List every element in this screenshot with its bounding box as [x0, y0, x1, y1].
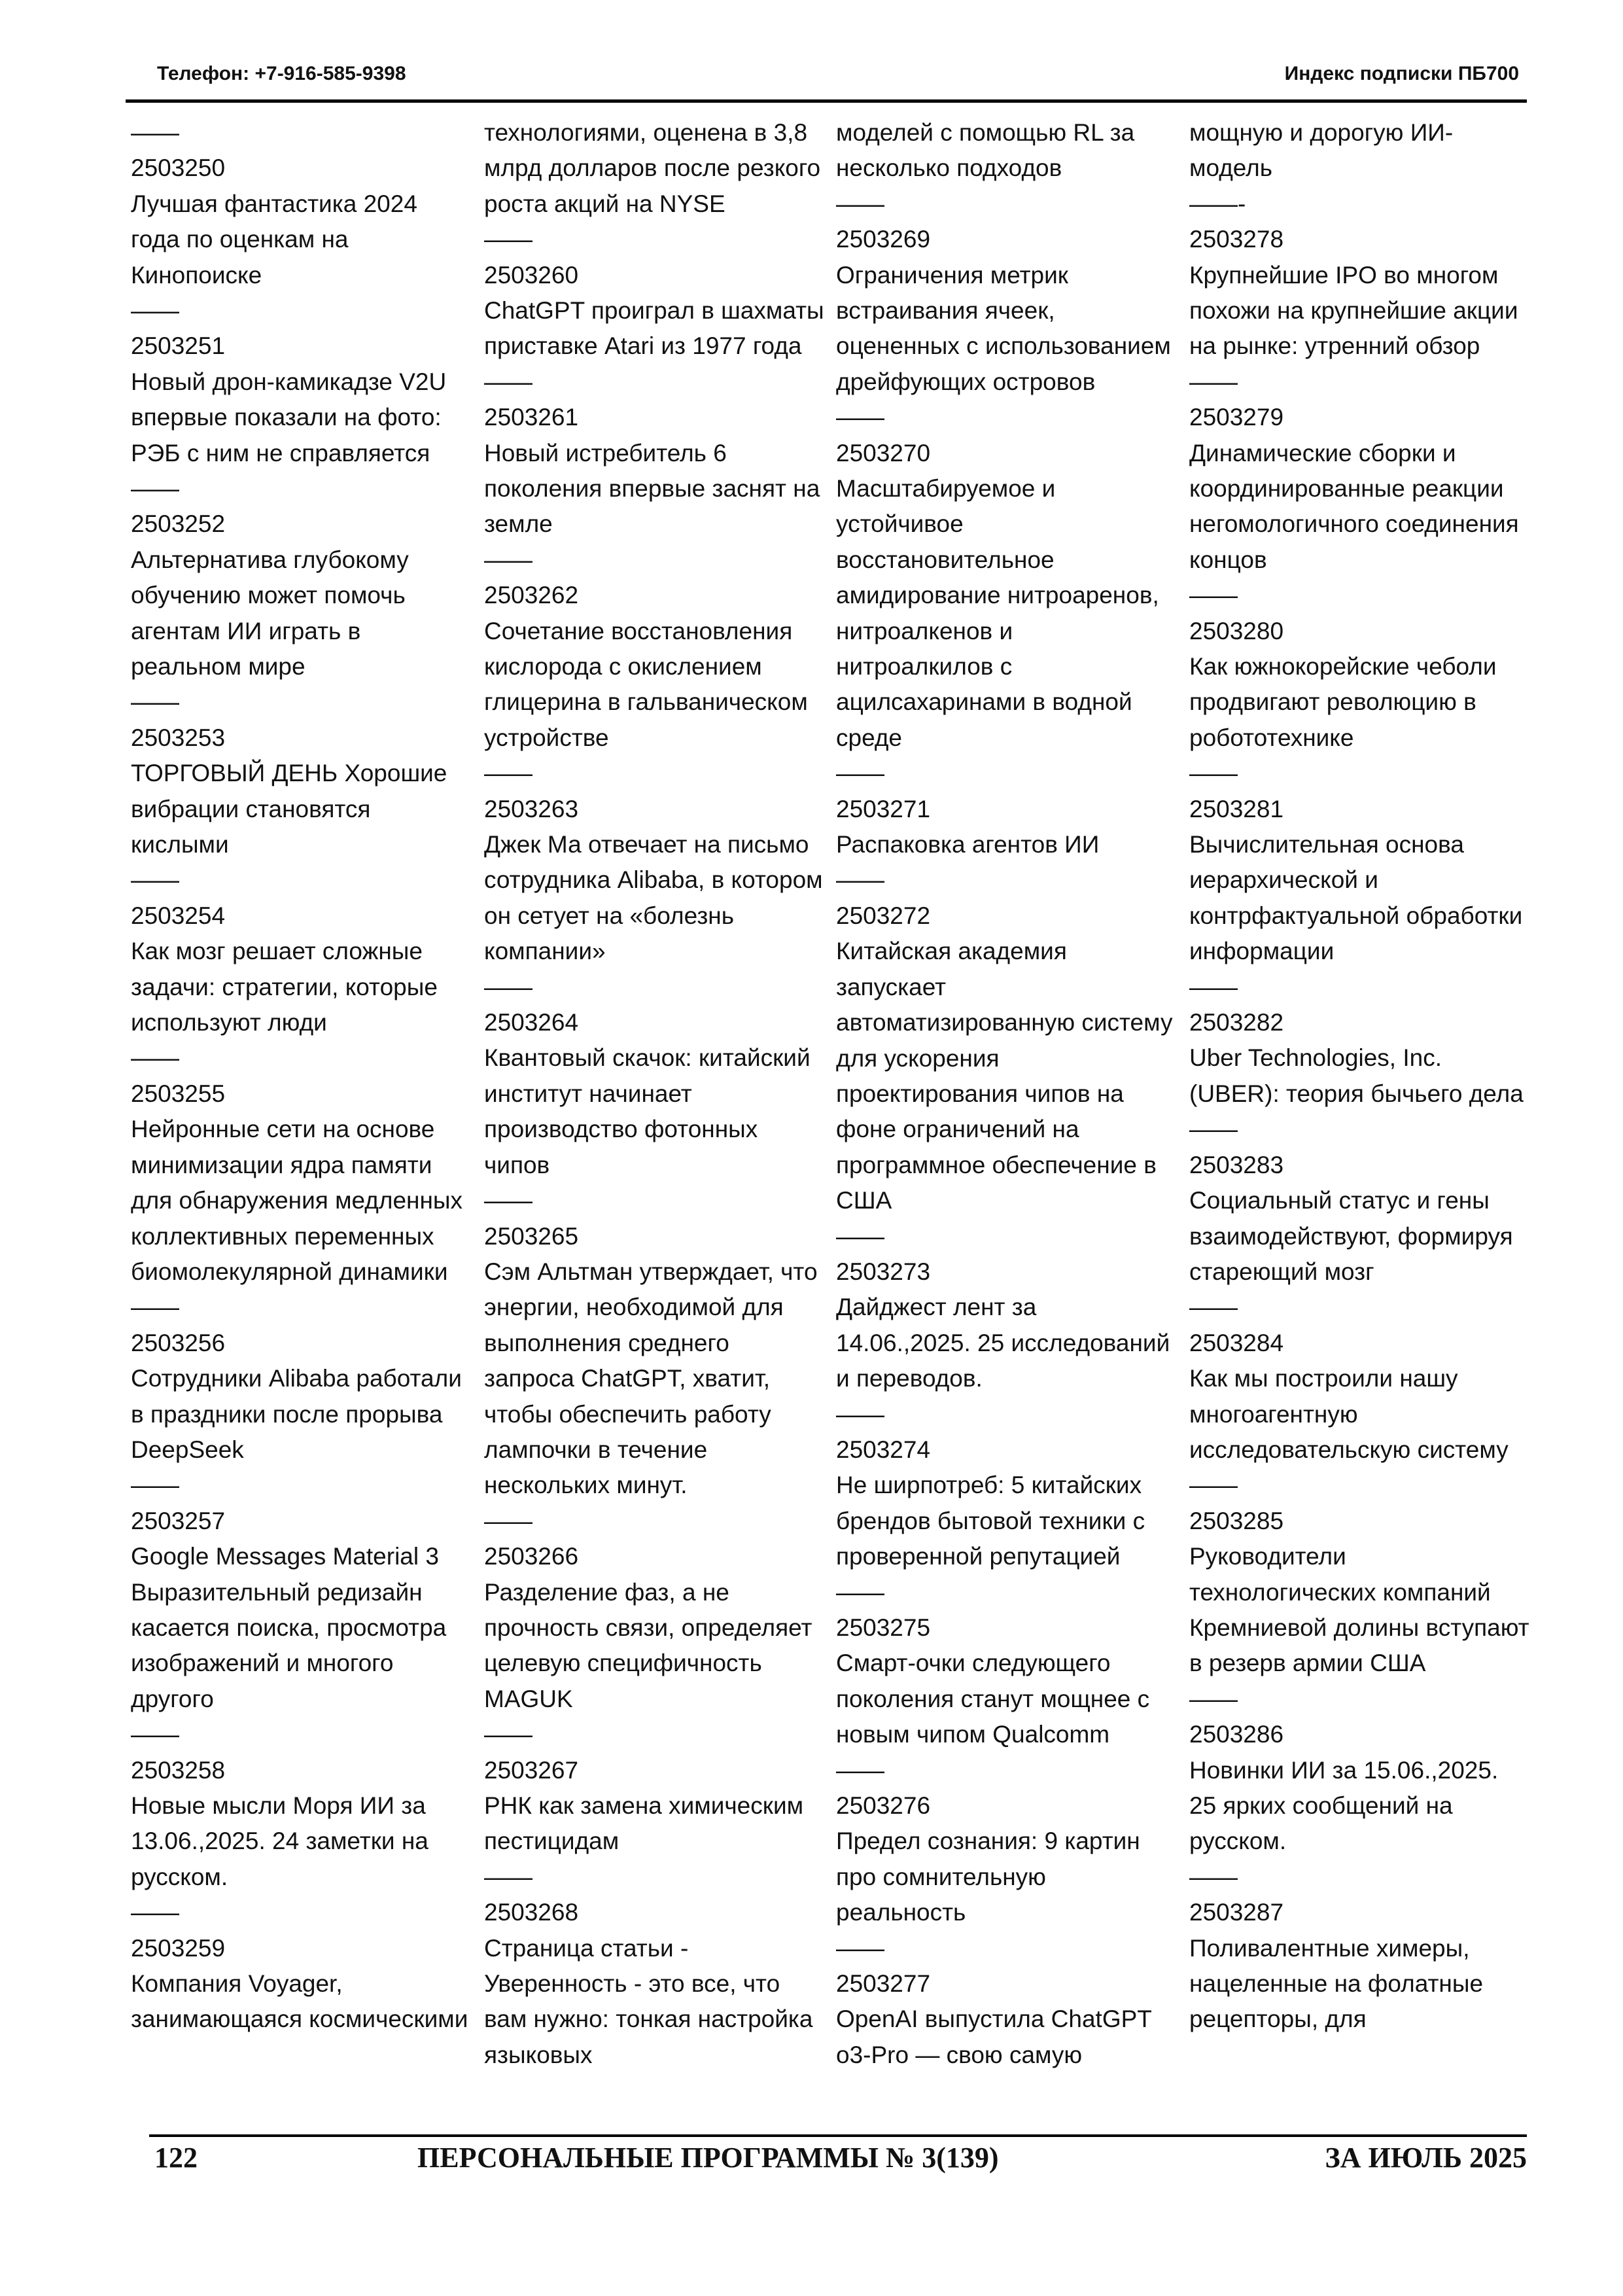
entry-title: Дайджест лент за 14.06.,2025. 25 исследований и переводов.: [836, 1294, 1170, 1392]
entry-number: 2503260: [484, 261, 579, 289]
entry-separator: ——: [484, 226, 532, 253]
entry-separator: ——: [131, 1294, 179, 1321]
entry-title: Нейронные сети на основе минимизации ядра памяти для обнаружения медленных коллективных переменных биомолекулярной динамики: [131, 1116, 463, 1285]
index-entry: [131, 1753, 471, 1931]
entry-title: Поливалентные химеры, нацеленные на фолатные рецепторы, для: [1189, 1934, 1484, 2033]
entry-number: 2503254: [131, 902, 226, 929]
entry-separator: ——: [836, 1400, 884, 1428]
entry-title: Ограничения метрик встраивания ячеек, оцененных с использованием дрейфующих островов: [836, 261, 1171, 395]
entry-number: 2503264: [484, 1009, 579, 1036]
header-divider: [126, 99, 1527, 103]
index-entry: [836, 436, 1176, 792]
index-entry: [1189, 1504, 1529, 1717]
index-entry: [1189, 222, 1529, 400]
index-entry: [131, 1504, 471, 1753]
index-entry: [484, 115, 824, 258]
entry-separator: ——: [484, 1507, 532, 1534]
entry-number: 2503274: [836, 1436, 931, 1463]
index-entry: [1189, 614, 1529, 792]
entry-title: Сочетание восстановления кислорода с окислением глицерина в гальваническом устройстве: [484, 617, 808, 751]
entry-number: 2503258: [131, 1756, 226, 1784]
entry-number: 2503253: [131, 724, 226, 751]
entry-separator: ——: [484, 973, 532, 1000]
entry-number: 2503252: [131, 510, 226, 538]
entry-separator: ——: [131, 119, 179, 146]
entry-separator: ——: [131, 1899, 179, 1926]
column-2: [484, 115, 824, 2073]
entry-number: 2503259: [131, 1934, 226, 1962]
column-4: [1189, 115, 1529, 2038]
index-entry: [131, 1076, 471, 1326]
entry-title: Uber Technologies, Inc. (UBER): теория бычьего дела: [1189, 1044, 1524, 1107]
entry-separator: ——: [131, 1721, 179, 1748]
entry-separator: ——: [484, 1863, 532, 1890]
entry-title: Лучшая фантастика 2024 года по оценкам на Кинопоиске: [131, 190, 417, 289]
index-entry: [1189, 1717, 1529, 1895]
entry-separator: ——: [1189, 582, 1238, 609]
index-entry: [1189, 1895, 1529, 2038]
entry-title: Как южнокорейские чеболи продвигают революцию в робототехнике: [1189, 653, 1497, 751]
index-entry: [836, 1610, 1176, 1788]
entry-number: 2503287: [1189, 1899, 1284, 1926]
entry-separator: ——: [836, 404, 884, 431]
entry-number: 2503270: [836, 439, 931, 467]
entry-number: 2503266: [484, 1543, 579, 1570]
publication-title: ПЕРСОНАЛЬНЫЕ ПРОГРАММЫ № 3(139): [417, 2142, 999, 2174]
issue-date: ЗА ИЮЛЬ 2025: [1325, 2142, 1527, 2174]
index-entry: [484, 1753, 824, 1896]
entry-number: 2503285: [1189, 1507, 1284, 1534]
entry-title: Смарт-очки следующего поколения станут мощнее с новым чипом Qualcomm: [836, 1650, 1150, 1748]
entry-separator: ——: [1189, 1685, 1238, 1712]
index-entry: [131, 1326, 471, 1504]
entry-separator: ——: [484, 368, 532, 395]
index-entry: [131, 150, 471, 328]
entry-separator: ——: [1189, 1294, 1238, 1321]
entry-separator: ——: [131, 475, 179, 503]
index-entry: [484, 1005, 824, 1218]
entry-separator: ——: [131, 866, 179, 894]
entry-separator: ——: [484, 1721, 532, 1748]
entry-title: моделей с помощью RL за несколько подходов: [836, 119, 1135, 182]
index-entry: [484, 1219, 824, 1540]
entry-separator: ——: [1189, 1863, 1238, 1890]
index-entry: [131, 720, 471, 898]
entry-separator: ——: [836, 1934, 884, 1962]
entry-separator: ——: [836, 190, 884, 217]
entry-title: Новый дрон-камикадзе V2U впервые показали на фото: РЭБ с ним не справляется: [131, 368, 447, 467]
entry-number: 2503257: [131, 1507, 226, 1534]
entry-number: 2503275: [836, 1614, 931, 1641]
entry-title: Сэм Альтман утверждает, что энергии, необходимой для выполнения среднего запроса ChatGPT, хватит, чтобы обеспечить работу лампочки в течение нескольких минут.: [484, 1258, 818, 1499]
entry-title: Вычислительная основа иерархической и контрфактуальной обработки информации: [1189, 831, 1523, 965]
index-entry: [131, 898, 471, 1076]
entry-separator: ——: [1189, 1116, 1238, 1143]
index-entry: [836, 1966, 1176, 2073]
index-entry: [131, 506, 471, 720]
entry-separator: ——: [836, 1222, 884, 1250]
entry-number: 2503267: [484, 1756, 579, 1784]
column-1: [131, 115, 471, 2038]
column-3: [836, 115, 1176, 2073]
entry-title: Альтернатива глубокому обучению может помочь агентам ИИ играть в реальном мире: [131, 546, 409, 680]
entry-separator: ——: [131, 297, 179, 325]
index-entry: [484, 1895, 824, 2073]
entry-title: Не ширпотреб: 5 китайских брендов бытовой техники с проверенной репутацией: [836, 1472, 1145, 1570]
entry-title: Джек Ма отвечает на письмо сотрудника Alibaba, в котором он сетует на «болезнь компании»: [484, 831, 823, 965]
entry-title: Как мозг решает сложные задачи: стратегии, которые используют люди: [131, 938, 438, 1036]
entry-title: ChatGPT проиграл в шахматы приставке Atari из 1977 года: [484, 297, 824, 360]
entry-separator: ——: [484, 1187, 532, 1214]
entry-number: 2503269: [836, 226, 931, 253]
entry-separator: ——: [836, 1756, 884, 1784]
index-entry: [836, 1432, 1176, 1610]
index-entry: [131, 1931, 471, 2038]
entry-separator: ——: [1189, 973, 1238, 1000]
entry-separator: ——: [836, 760, 884, 787]
index-entry: [1189, 1148, 1529, 1326]
index-entry: [484, 400, 824, 578]
entry-number: 2503265: [484, 1222, 579, 1250]
index-entry: [1189, 792, 1529, 1005]
entry-separator: ——: [836, 1578, 884, 1606]
entry-title: Google Messages Material 3 Выразительный редизайн касается поиска, просмотра изображений и многого другого: [131, 1543, 447, 1712]
index-entry: [836, 1788, 1176, 1966]
page-footer: [149, 2141, 1527, 2180]
entry-separator: ——: [131, 1044, 179, 1072]
entry-separator: ——: [1189, 760, 1238, 787]
entry-title: OpenAI выпустила ChatGPT o3-Pro — свою самую: [836, 2005, 1152, 2068]
entry-title: Распаковка агентов ИИ: [836, 831, 1100, 858]
entry-separator: ——-: [1189, 190, 1246, 217]
entry-title: Как мы построили нашу многоагентную исследовательскую систему: [1189, 1365, 1509, 1463]
entry-title: Компания Voyager, занимающаяся космическими: [131, 1969, 468, 2033]
header-phone: Телефон: +7-916-585-9398: [157, 63, 406, 84]
entry-title: Страница статьи - Уверенность - это все, что вам нужно: тонкая настройка языковых: [484, 1934, 813, 2068]
entry-separator: ——: [131, 1472, 179, 1499]
entry-number: 2503286: [1189, 1721, 1284, 1748]
entry-title: Динамические сборки и координированные реакции негомологичного соединения концов: [1189, 439, 1519, 573]
entry-number: 2503261: [484, 404, 579, 431]
entry-separator: ——: [836, 866, 884, 894]
entry-title: Новинки ИИ за 15.06.,2025. 25 ярких сообщений на русском.: [1189, 1756, 1499, 1855]
entry-title: Новые мысли Моря ИИ за 13.06.,2025. 24 заметки на русском.: [131, 1792, 428, 1890]
index-entry: [484, 578, 824, 791]
entry-title: РНК как замена химическим пестицидам: [484, 1792, 804, 1855]
entry-number: 2503282: [1189, 1009, 1284, 1036]
entry-number: 2503284: [1189, 1329, 1284, 1356]
entry-number: 2503283: [1189, 1151, 1284, 1178]
entry-title: ТОРГОВЫЙ ДЕНЬ Хорошие вибрации становятся кислыми: [131, 760, 447, 858]
entry-number: 2503263: [484, 795, 579, 822]
index-entry: [131, 328, 471, 506]
entry-separator: ——: [1189, 1472, 1238, 1499]
entry-separator: ——: [1189, 368, 1238, 395]
index-entry: [836, 222, 1176, 435]
article-index-columns: [131, 115, 1531, 2117]
entry-number: 2503276: [836, 1792, 931, 1819]
entry-number: 2503279: [1189, 404, 1284, 431]
entry-title: Квантовый скачок: китайский институт начинает производство фотонных чипов: [484, 1044, 811, 1178]
entry-number: 2503262: [484, 582, 579, 609]
entry-title: Социальный статус и гены взаимодействуют, формируя стареющий мозг: [1189, 1187, 1513, 1285]
index-entry: [836, 898, 1176, 1254]
entry-number: 2503278: [1189, 226, 1284, 253]
entry-number: 2503277: [836, 1969, 931, 1997]
entry-number: 2503251: [131, 332, 226, 360]
entry-title: Китайская академия запускает автоматизированную систему для ускорения проектирования чипов на фоне ограничений на программное обеспечение в США: [836, 938, 1173, 1214]
entry-number: 2503272: [836, 902, 931, 929]
entry-title: Крупнейшие IPO во многом похожи на крупнейшие акции на рынке: утренний обзор: [1189, 261, 1518, 360]
index-entry: [484, 1539, 824, 1752]
index-entry: [484, 258, 824, 400]
entry-title: Новый истребитель 6 поколения впервые заснят на земле: [484, 439, 820, 538]
header-subscription-index: Индекс подписки ПБ700: [1284, 63, 1519, 84]
entry-number: 2503281: [1189, 795, 1284, 822]
entry-number: 2503271: [836, 795, 931, 822]
entry-number: 2503256: [131, 1329, 226, 1356]
entry-title: Сотрудники Alibaba работали в праздники после прорыва DeepSeek: [131, 1365, 462, 1463]
entry-number: 2503273: [836, 1258, 931, 1285]
index-entry: [1189, 400, 1529, 613]
index-entry: [1189, 1326, 1529, 1504]
index-entry: [1189, 115, 1529, 222]
index-entry: [836, 115, 1176, 222]
index-entry: [484, 792, 824, 1005]
entry-title: Предел сознания: 9 картин про сомнительную реальность: [836, 1828, 1140, 1926]
page-header: [157, 63, 1519, 94]
entry-separator: ——: [484, 760, 532, 787]
entry-number: 2503255: [131, 1080, 226, 1107]
index-entry: [1189, 1005, 1529, 1148]
entry-title: Масштабируемое и устойчивое восстановительное амидирование нитроаренов, нитроалкенов и нитроалкилов с ацилсахаринами в водной среде: [836, 475, 1159, 751]
entry-separator: ——: [131, 688, 179, 716]
index-entry: [836, 1254, 1176, 1432]
entry-title: мощную и дорогую ИИ-модель: [1189, 119, 1454, 182]
entry-number: 2503250: [131, 154, 226, 182]
entry-separator: ——: [484, 546, 532, 573]
entry-title: технологиями, оценена в 3,8 млрд долларов после резкого роста акций на NYSE: [484, 119, 821, 217]
entry-number: 2503280: [1189, 617, 1284, 645]
entry-number: 2503268: [484, 1899, 579, 1926]
entry-title: Разделение фаз, а не прочность связи, определяет целевую специфичность MAGUK: [484, 1578, 812, 1712]
page-number: 122: [154, 2142, 198, 2174]
entry-title: Руководители технологических компаний Кремниевой долины вступают в резерв армии США: [1189, 1543, 1529, 1677]
footer-divider: [149, 2134, 1527, 2137]
index-entry: [836, 792, 1176, 898]
